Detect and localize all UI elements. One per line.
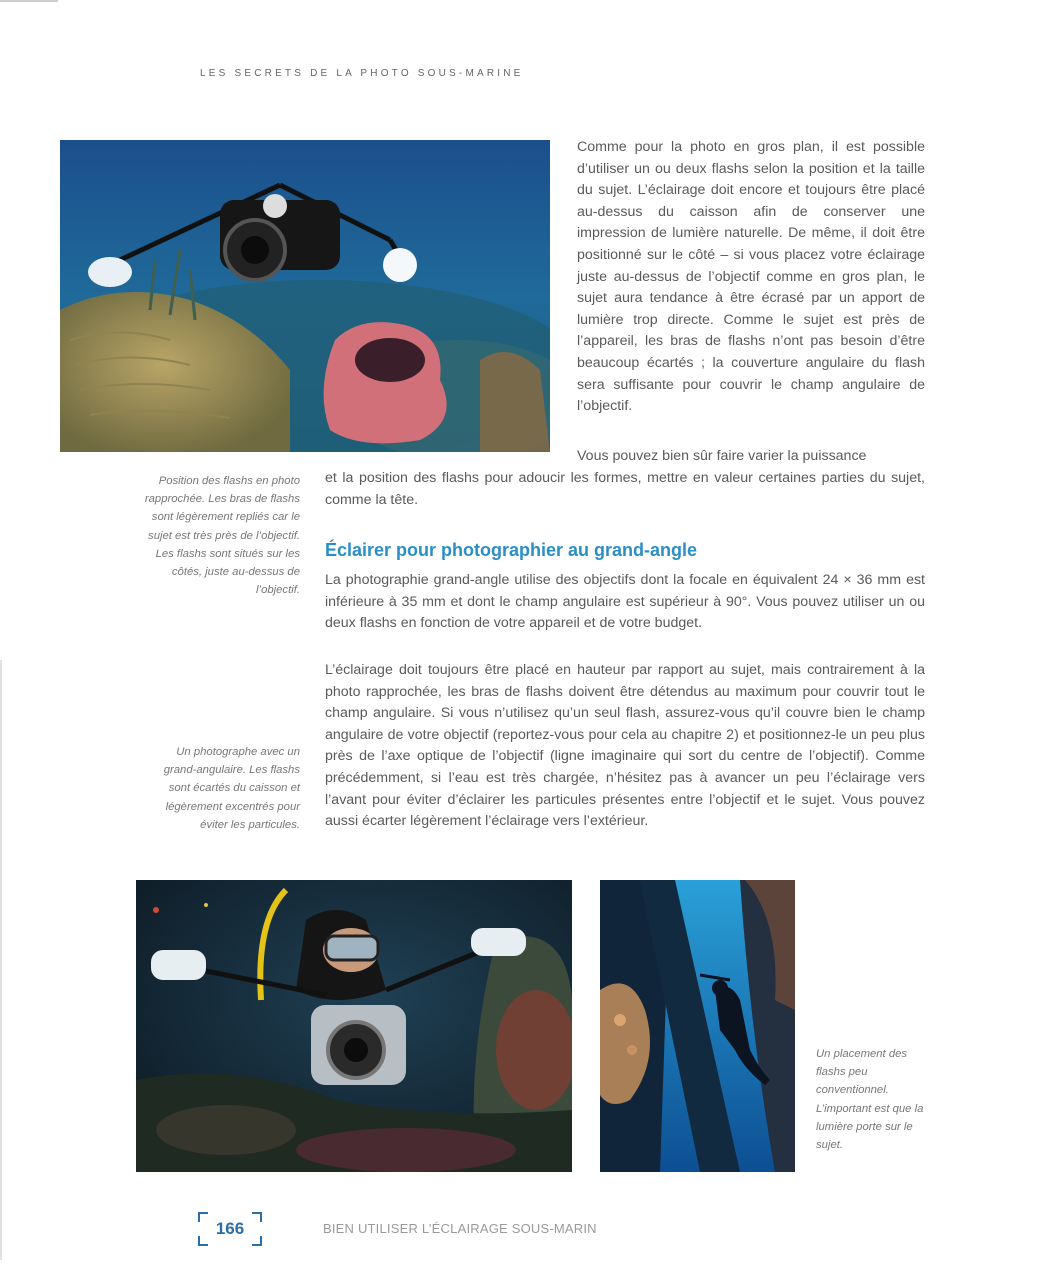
- caption-wide-angle-photo: Un photographe avec un grand-angulaire. Les flashs sont écartés du caisson et légèrement excentrés pour éviter les particules.: [163, 746, 300, 831]
- paragraph-1: Comme pour la photo en gros plan, il est possible d’utiliser un ou deux flashs selon la position et la taille du sujet. L’éclairage doit encore et toujours être placé au-dessus du caisson afin de conserver une impression de lumière naturelle. De même, il doit être positionné sur le côté – si vous placez votre éclairage juste au-dessus de l’objectif comme en gros plan, le sujet aura tendance à être écrasé par un apport de lumière trop directe. Comme le sujet est près de l’appareil, les bras de flashs n’ont pas besoin d’être beaucoup écartés ; la couverture angulaire du flash sera suffisante pour couvrir le champ angulaire de l’objectif.: [577, 139, 925, 415]
- paragraph-4: L’éclairage doit toujours être placé en hauteur par rapport au sujet, mais contrairement à la photo rapprochée, les bras de flashs doivent être détendus au maximum pour couvrir tout le champ angulaire. Si vous n’utilisez qu’un seul flash, assurez-vous qu’il couvre bien le champ angulaire de votre objectif (reportez-vous pour cela au chapitre 2) et positionnez-le un peu plus près de l’axe optique de l’objectif (ligne imaginaire qui sort du centre de l’objectif). Comme précédemment, si l’eau est très chargée, n’hésitez pas à avancer un peu l’éclairage vers l’avant pour éviter d’éclairer les particules présentes entre l’objectif et le sujet. Vous pouvez aussi écarter légèrement l’éclairage vers l’extérieur.: [325, 662, 925, 830]
- paragraph-3: La photographie grand-angle utilise des objectifs dont la focale en équivalent 24 × 36 mm est inférieure à 35 mm et dont le champ angulaire est supérieur à 90°. Vous pouvez utiliser un ou deux flashs en fonction de votre appareil et de votre budget.: [325, 572, 925, 632]
- chapter-title-footer: BIEN UTILISER L’ÉCLAIRAGE SOUS-MARIN: [323, 1221, 597, 1236]
- page-number: 166: [215, 1219, 245, 1238]
- page-edge-line: [0, 660, 2, 1260]
- paragraph-2-start: Vous pouvez bien sûr faire varier la puissance: [577, 448, 867, 464]
- section-heading: Éclairer pour photographier au grand-angle: [325, 540, 698, 560]
- photo-closeup-strobes: [60, 140, 550, 452]
- photo-diver-wide-angle: [136, 880, 572, 1172]
- page-number-box: [198, 1212, 262, 1246]
- running-header: LES SECRETS DE LA PHOTO SOUS-MARINE: [200, 68, 524, 79]
- page-corner-mark: [0, 0, 58, 2]
- paragraph-2-end: et la position des flashs pour adoucir les formes, mettre en valeur certaines parties du sujet, comme la tête.: [325, 470, 925, 508]
- photo-diver-wreck: [600, 880, 795, 1172]
- caption-unconventional-photo: Un placement des flashs peu conventionnel. L’important est que la lumière porte sur le sujet.: [816, 1048, 924, 1152]
- caption-closeup-photo: Position des flashs en photo rapprochée. Les bras de flashs sont légèrement repliés car le sujet est très près de l’objectif. Les flashs sont situés sur les côtés, juste au-dessus de l’objectif.: [144, 475, 300, 597]
